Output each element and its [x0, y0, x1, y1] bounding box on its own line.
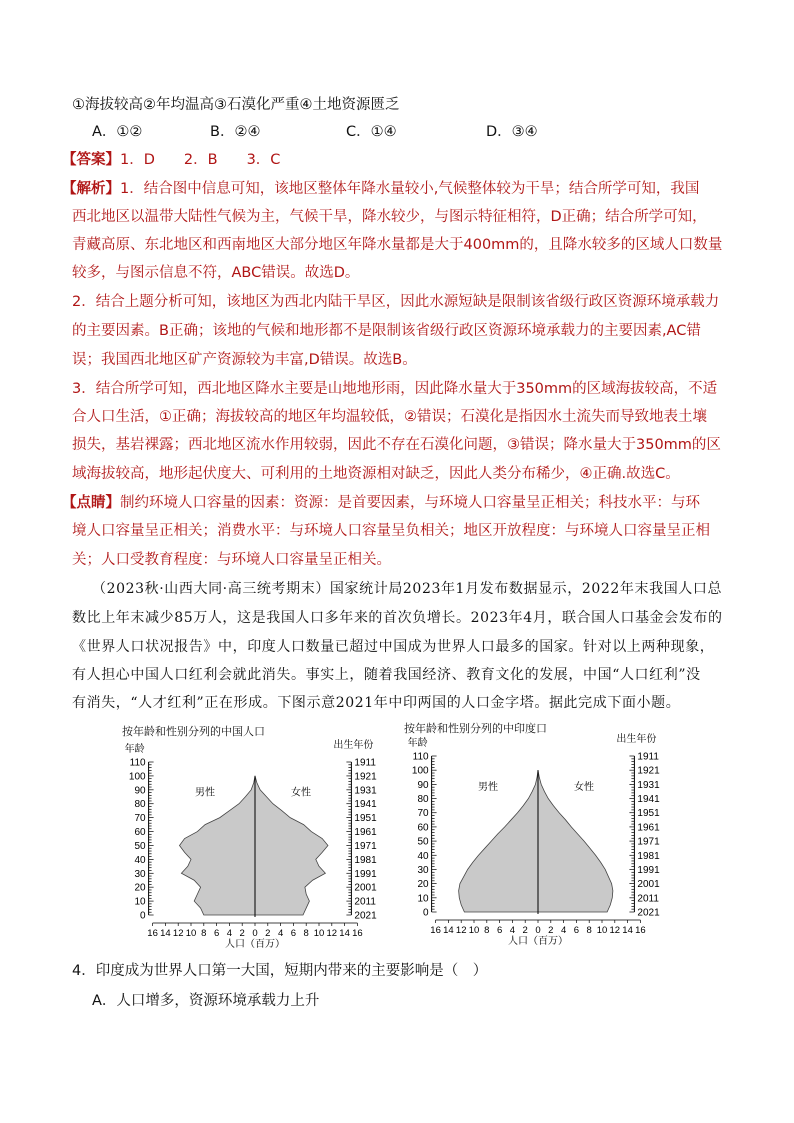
answer-text: 1．D 2．B 3．C [120, 152, 281, 168]
passage-line-4: 有人担心中国人口红利会就此消失。事实上，随着我国经济、教育文化的发展，中国“人口红利”没 [72, 667, 701, 683]
x-tick-label: 10 [468, 925, 480, 936]
x-tick-label: 6 [290, 928, 297, 939]
analysis-line-11: 域海拔较高，地形起伏度大、可利用的土地资源相对缺乏，因此人类分布稀少，④正确.故选C。 [72, 466, 680, 482]
year-tick-label: 1931 [354, 785, 377, 797]
age-tick-label: 60 [134, 827, 146, 839]
question-options-line: ①海拔较高②年均温高③石漠化严重④土地资源匮乏 [72, 97, 400, 113]
passage-line-2: 数比上年末减少85万人，这是我国人口多年来的首次负增长。2023年4月，联合国人口基金会发布的 [72, 610, 723, 626]
year-tick-label: 1951 [637, 808, 660, 820]
choice-c: C．①④ [346, 124, 397, 140]
year-tick-label: 1981 [354, 854, 377, 866]
x-tick-label: 12 [172, 928, 184, 939]
india-chart-title: 按年龄和性别分列的中印度口 [404, 723, 547, 735]
x-tick-label: 2 [265, 928, 271, 939]
age-tick-label: 70 [134, 813, 146, 825]
x-tick-label: 4 [509, 925, 516, 936]
x-tick-label: 16 [430, 925, 441, 936]
year-tick-label: 2011 [354, 896, 376, 908]
x-tick-label: 2 [548, 925, 554, 936]
answer-label: 【答案】 [62, 152, 120, 168]
age-tick-label: 20 [134, 882, 146, 894]
x-tick-label: 8 [303, 928, 309, 939]
year-tick-label: 1921 [354, 771, 377, 783]
x-tick-label: 14 [160, 928, 171, 939]
analysis-line-3: 青藏高原、东北地区和西南地区大部分地区年降水量都是大于400mm的，且降水较多的区域人口数量 [72, 237, 723, 253]
female-label: 女性 [574, 782, 594, 794]
female-label: 女性 [291, 787, 311, 799]
age-tick-label: 20 [417, 879, 429, 891]
x-tick-label: 8 [586, 925, 592, 936]
choice-b: B．②④ [210, 124, 261, 140]
x-axis-label: 人口（百万） [508, 936, 568, 947]
age-tick-label: 40 [134, 854, 146, 866]
age-tick-label: 100 [411, 765, 429, 777]
age-tick-label: 60 [417, 822, 429, 834]
analysis-line-5: 2．结合上题分析可知，该地区为西北内陆干旱区，因此水源短缺是限制该省级行政区资源环境承载力 [72, 294, 720, 310]
x-tick-label: 10 [313, 928, 325, 939]
x-tick-label: 8 [201, 928, 207, 939]
analysis-line-8: 3．结合所学可知，西北地区降水主要是山地地形雨，因此降水量大于350mm的区域海拔较高，不适 [72, 381, 718, 397]
age-tick-label: 50 [134, 840, 146, 852]
age-tick-label: 90 [417, 779, 429, 791]
analysis-label: 【解析】 [62, 181, 120, 197]
tip-line-3: 关；人口受教育程度：与环境人口容量呈正相关。 [72, 552, 391, 568]
year-tick-label: 1961 [637, 822, 660, 834]
male-population-area [179, 776, 255, 915]
year-tick-label: 2021 [354, 910, 377, 922]
india-pyramid-chart [393, 732, 693, 950]
x-tick-label: 6 [573, 925, 580, 936]
china-pyramid-chart [110, 736, 400, 950]
year-tick-label: 1921 [637, 765, 660, 777]
age-tick-label: 0 [140, 910, 146, 922]
tip-line-1: 【点睛】制约环境人口容量的因素：资源：是首要因素，与环境人口容量呈正相关；科技水平：与环 [62, 495, 700, 511]
age-axis-label: 年龄 [407, 738, 428, 749]
china-chart-title: 按年龄和性别分列的中国人口 [122, 726, 265, 738]
x-tick-label: 0 [252, 928, 258, 939]
age-tick-label: 80 [417, 794, 429, 806]
x-tick-label: 0 [535, 925, 541, 936]
year-axis-label: 出生年份 [333, 740, 374, 751]
age-tick-label: 30 [417, 864, 429, 876]
age-tick-label: 40 [417, 850, 429, 862]
tip-line-2: 境人口容量呈正相关；消费水平：与环境人口容量呈负相关；地区开放程度：与环境人口容量呈正相 [72, 523, 710, 539]
analysis-line-9: 合人口生活，①正确；海拔较高的地区年均温较低，②错误；石漠化是指因水土流失而导致地表土壤 [72, 409, 707, 425]
x-tick-label: 2 [522, 925, 528, 936]
analysis-line-1: 【解析】1．结合图中信息可知，该地区整体年降水量较小,气候整体较为干旱；结合所学可知，我国 [62, 181, 700, 197]
year-tick-label: 2001 [354, 882, 377, 894]
x-tick-label: 4 [277, 928, 284, 939]
x-tick-label: 16 [635, 925, 646, 936]
choice-a: A．①② [92, 124, 143, 140]
year-tick-label: 1951 [354, 813, 377, 825]
x-tick-label: 10 [185, 928, 197, 939]
analysis-line-7: 误；我国西北地区矿产资源较为丰富,D错误。故选B。 [72, 352, 417, 368]
year-tick-label: 1941 [354, 799, 377, 811]
x-tick-label: 4 [226, 928, 233, 939]
answer-line [62, 149, 712, 171]
analysis-line-2: 西北地区以温带大陆性气候为主，气候干旱，降水较少，与图示特征相符，D正确；结合所学可知， [72, 209, 707, 225]
year-tick-label: 1971 [637, 836, 660, 848]
passage-line-1: （2023秋·山西大同·高三统考期末）国家统计局2023年1月发布数据显示，2022年末我国人口总 [92, 581, 723, 597]
x-tick-label: 14 [443, 925, 454, 936]
male-label: 男性 [195, 787, 215, 799]
year-tick-label: 1961 [354, 827, 377, 839]
year-tick-label: 1971 [354, 840, 377, 852]
year-tick-label: 2001 [637, 879, 660, 891]
year-tick-label: 2011 [637, 893, 659, 905]
x-tick-label: 16 [147, 928, 158, 939]
x-tick-label: 12 [455, 925, 467, 936]
x-tick-label: 12 [326, 928, 338, 939]
year-tick-label: 2021 [637, 907, 660, 919]
year-tick-label: 1991 [354, 868, 377, 880]
year-axis-label: 出生年份 [616, 734, 657, 745]
age-axis-label: 年龄 [124, 744, 145, 755]
year-tick-label: 1981 [637, 850, 660, 862]
x-tick-label: 14 [622, 925, 633, 936]
x-tick-label: 4 [560, 925, 567, 936]
age-tick-label: 90 [134, 785, 146, 797]
x-tick-label: 6 [496, 925, 503, 936]
year-tick-label: 1931 [637, 779, 660, 791]
x-tick-label: 14 [339, 928, 350, 939]
age-tick-label: 100 [128, 771, 146, 783]
year-tick-label: 1911 [354, 757, 376, 769]
question-4-option-a: A．人口增多，资源环境承载力上升 [92, 993, 320, 1009]
age-tick-label: 0 [423, 907, 429, 919]
passage-line-3: 《世界人口状况报告》中，印度人口数量已超过中国成为世界人口最多的国家。针对以上两种现象， [72, 639, 715, 655]
x-tick-label: 8 [484, 925, 490, 936]
year-tick-label: 1911 [637, 751, 659, 763]
age-tick-label: 110 [129, 757, 146, 769]
x-tick-label: 2 [239, 928, 245, 939]
analysis-line-6: 的主要因素。B正确；该地的气候和地形都不是限制该省级行政区资源环境承载力的主要因素,AC错 [72, 323, 701, 339]
analysis-line-10: 损失，基岩裸露；西北地区流水作用较弱，因此不存在石漠化问题，③错误；降水量大于350mm的区 [72, 437, 721, 453]
year-tick-label: 1941 [637, 794, 660, 806]
x-tick-label: 10 [596, 925, 608, 936]
age-tick-label: 50 [417, 836, 429, 848]
x-tick-label: 6 [213, 928, 220, 939]
tip-label: 【点睛】 [62, 495, 120, 511]
analysis-line-4: 较多，与图示信息不符，ABC错误。故选D。 [72, 265, 360, 281]
age-tick-label: 110 [412, 751, 429, 763]
choice-d: D．③④ [486, 124, 538, 140]
x-tick-label: 12 [609, 925, 621, 936]
age-tick-label: 10 [417, 893, 429, 905]
year-tick-label: 1991 [637, 864, 660, 876]
passage-line-5: 有消失，“人才红利”正在形成。下图示意2021年中印两国的人口金字塔。据此完成下面小题。 [72, 695, 681, 711]
age-tick-label: 70 [417, 808, 429, 820]
x-tick-label: 16 [352, 928, 363, 939]
male-label: 男性 [478, 782, 498, 794]
age-tick-label: 10 [134, 896, 146, 908]
x-axis-label: 人口（百万） [225, 939, 285, 950]
age-tick-label: 80 [134, 799, 146, 811]
question-4: 4．印度成为世界人口第一大国，短期内带来的主要影响是（ ） [72, 963, 488, 979]
male-population-area [459, 770, 538, 912]
age-tick-label: 30 [134, 868, 146, 880]
